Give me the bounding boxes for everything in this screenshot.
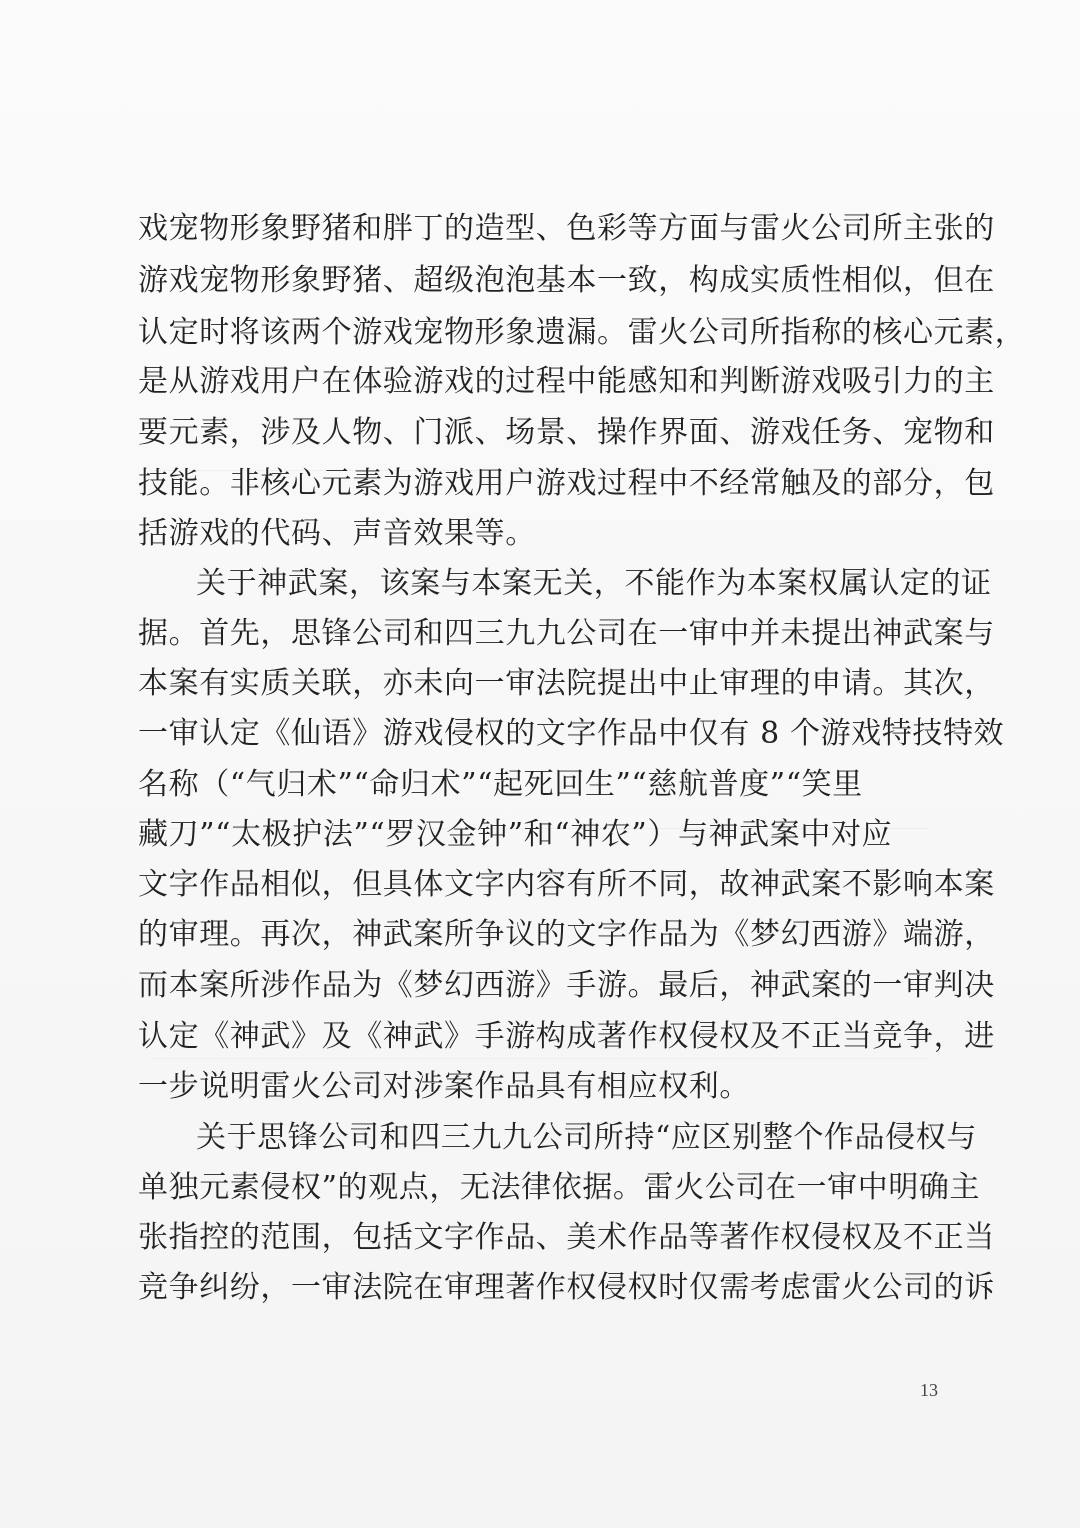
paragraph-start-line: 关于神武案，该案与本案无关，不能作为本案权属认定的证 — [196, 566, 992, 601]
text-line: 认定《神武》及《神武》手游构成著作权侵权及不正当竞争，进 — [138, 1019, 995, 1054]
text-line: 名称（“气归术”“命归术”“起死回生”“慈航普度”“笑里 — [138, 767, 863, 802]
text-line: 括游戏的代码、声音效果等。 — [138, 516, 536, 551]
text-line: 的审理。再次，神武案所争议的文字作品为《梦幻西游》端游， — [138, 917, 995, 952]
text-line: 是从游戏用户在体验游戏的过程中能感知和判断游戏吸引力的主 — [138, 364, 995, 399]
text-line: 要元素，涉及人物、门派、场景、操作界面、游戏任务、宠物和 — [138, 415, 995, 450]
text-line: 认定时将该两个游戏宠物形象遗漏。雷火公司所指称的核心元素， — [138, 315, 1026, 350]
page-number: 13 — [920, 1380, 938, 1400]
text-line: 而本案所涉作品为《梦幻西游》手游。最后，神武案的一审判决 — [138, 968, 995, 1003]
text-line: 一审认定《仙语》游戏侵权的文字作品中仅有 8 个游戏特技特效 — [138, 716, 1005, 751]
text-line: 单独元素侵权”的观点，无法律依据。雷火公司在一审中明确主 — [138, 1170, 981, 1205]
text-line: 据。首先，思锋公司和四三九九公司在一审中并未提出神武案与 — [138, 616, 995, 651]
text-line: 藏刀”“太极护法”“罗汉金钟”和“神农”）与神武案中对应 — [138, 817, 893, 852]
paragraph-start-line: 关于思锋公司和四三九九公司所持“应区别整个作品侵权与 — [196, 1120, 977, 1155]
text-line: 一步说明雷火公司对涉案作品具有相应权利。 — [138, 1069, 750, 1104]
text-line: 技能。非核心元素为游戏用户游戏过程中不经常触及的部分，包 — [138, 466, 995, 501]
text-line: 戏宠物形象野猪和胖丁的造型、色彩等方面与雷火公司所主张的 — [138, 211, 995, 246]
text-line: 文字作品相似，但具体文字内容有所不同，故神武案不影响本案 — [138, 867, 995, 902]
text-line: 游戏宠物形象野猪、超级泡泡基本一致，构成实质性相似，但在 — [138, 263, 995, 298]
text-line: 竞争纠纷，一审法院在审理著作权侵权时仅需考虑雷火公司的诉 — [138, 1270, 995, 1305]
text-line: 本案有实质关联，亦未向一审法院提出中止审理的申请。其次， — [138, 666, 995, 701]
text-line: 张指控的范围，包括文字作品、美术作品等著作权侵权及不正当 — [138, 1220, 995, 1255]
